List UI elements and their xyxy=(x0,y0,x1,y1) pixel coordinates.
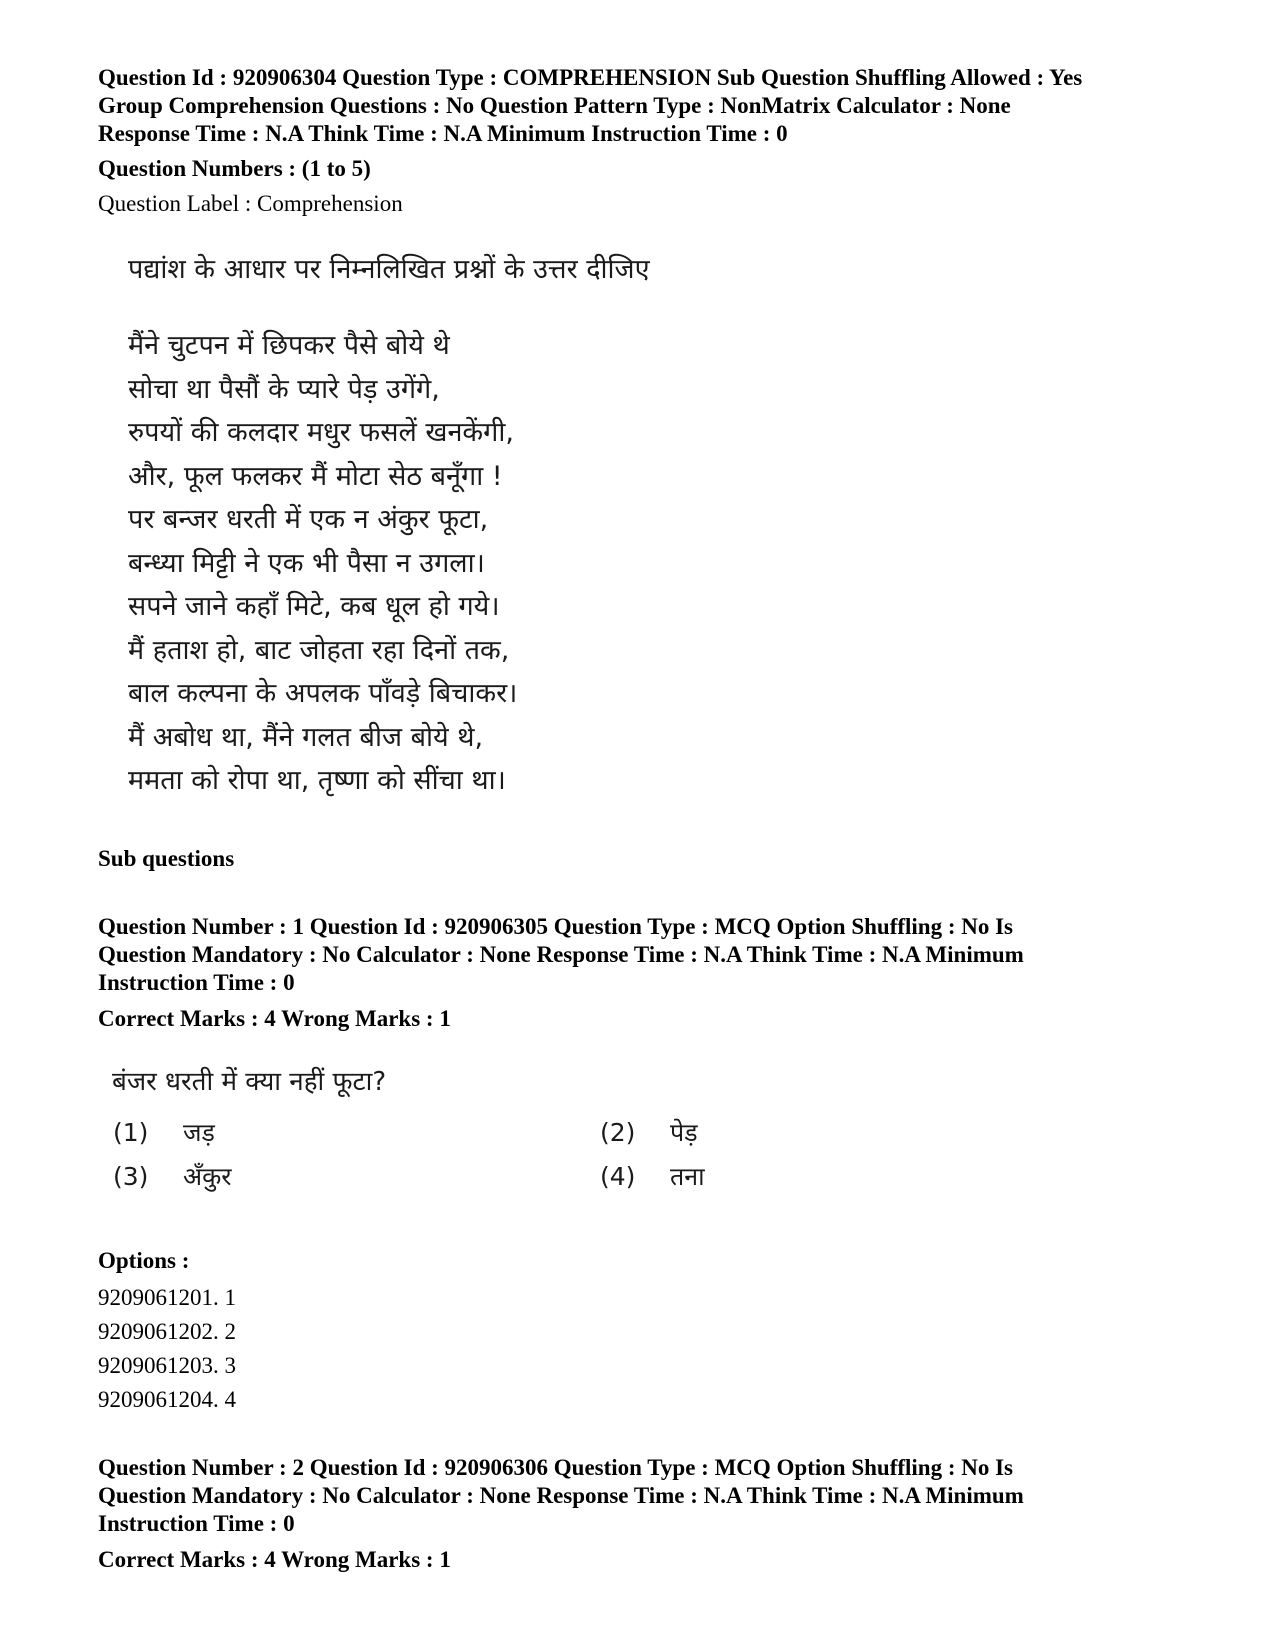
poem-passage xyxy=(128,324,517,803)
passage-instruction xyxy=(128,248,650,292)
choice-2 xyxy=(600,1115,698,1149)
question-2-marks: Correct Marks : 4 Wrong Marks : 1 xyxy=(98,1547,451,1572)
choice-number: (3) xyxy=(113,1162,149,1191)
options-heading: Options : xyxy=(98,1248,190,1273)
meta-line: Instruction Time : 0 xyxy=(98,1511,295,1536)
comprehension-meta xyxy=(98,64,1208,148)
meta-line: Question Mandatory : No Calculator : None Response Time : N.A Think Time : N.A Minimum xyxy=(98,942,1024,967)
meta-line: Instruction Time : 0 xyxy=(98,970,295,995)
choice-text: अँकुर xyxy=(183,1162,232,1191)
choice-number: (2) xyxy=(600,1118,636,1147)
choice-3 xyxy=(113,1159,232,1193)
meta-line: Question Number : 2 Question Id : 920906306 Question Type : MCQ Option Shuffling : No Is xyxy=(98,1455,1014,1480)
choice-1 xyxy=(113,1115,215,1149)
poem-line: मैंने चुटपन में छिपकर पैसे बोये थे xyxy=(128,330,450,361)
poem-line: सोचा था पैसौं के प्यारे पेड़ उगेंगे, xyxy=(128,373,440,405)
poem-line: ममता को रोपा था, तृष्णा को सींचा था। xyxy=(128,765,506,796)
option-item: 9209061201. 1 xyxy=(98,1285,236,1310)
question-2-meta xyxy=(98,1454,1208,1538)
poem-line: पर बन्जर धरती में एक न अंकुर फूटा, xyxy=(128,504,489,535)
poem-line: बन्ध्या मिट्टी ने एक भी पैसा न उगला। xyxy=(128,547,485,579)
option-item: 9209061204. 4 xyxy=(98,1387,236,1412)
choice-text: पेड़ xyxy=(670,1118,698,1147)
meta-line: Response Time : N.A Think Time : N.A Minimum Instruction Time : 0 xyxy=(98,121,788,146)
poem-line: सपने जाने कहाँ मिटे, कब धूल हो गये। xyxy=(128,591,500,622)
option-item: 9209061203. 3 xyxy=(98,1353,236,1378)
choice-text: जड़ xyxy=(183,1118,215,1147)
question-numbers: Question Numbers : (1 to 5) xyxy=(98,156,371,181)
poem-line: मैं हताश हो, बाट जोहता रहा दिनों तक, xyxy=(128,634,510,666)
choice-number: (4) xyxy=(600,1162,636,1191)
question-1-marks: Correct Marks : 4 Wrong Marks : 1 xyxy=(98,1006,451,1031)
poem-line: बाल कल्पना के अपलक पाँवड़े बिचाकर। xyxy=(128,678,518,709)
meta-line: Question Mandatory : No Calculator : None Response Time : N.A Think Time : N.A Minimum xyxy=(98,1483,1024,1508)
instruction-text: पद्यांश के आधार पर निम्नलिखित प्रश्नों के उत्तर दीजिए xyxy=(128,254,650,285)
choice-number: (1) xyxy=(113,1118,149,1147)
question-1-stem: बंजर धरती में क्या नहीं फूटा? xyxy=(112,1067,387,1097)
option-item: 9209061202. 2 xyxy=(98,1319,236,1344)
meta-line: Question Number : 1 Question Id : 920906305 Question Type : MCQ Option Shuffling : No Is xyxy=(98,914,1014,939)
sub-questions-heading: Sub questions xyxy=(98,846,235,871)
choice-text: तना xyxy=(670,1162,705,1191)
meta-line: Group Comprehension Questions : No Question Pattern Type : NonMatrix Calculator : None xyxy=(98,93,1011,118)
question-1-meta xyxy=(98,913,1208,997)
poem-line: रुपयों की कलदार मधुर फसलें खनकेंगी, xyxy=(128,417,514,448)
question-label: Question Label : Comprehension xyxy=(98,191,403,216)
poem-line: और, फूल फलकर मैं मोटा सेठ बनूँगा ! xyxy=(128,460,503,492)
poem-line: मैं अबोध था, मैंने गलत बीज बोये थे, xyxy=(128,721,484,753)
options-list xyxy=(98,1281,236,1417)
choice-4 xyxy=(600,1159,705,1193)
meta-line: Question Id : 920906304 Question Type : COMPREHENSION Sub Question Shuffling Allowed : Yes xyxy=(98,65,1083,90)
